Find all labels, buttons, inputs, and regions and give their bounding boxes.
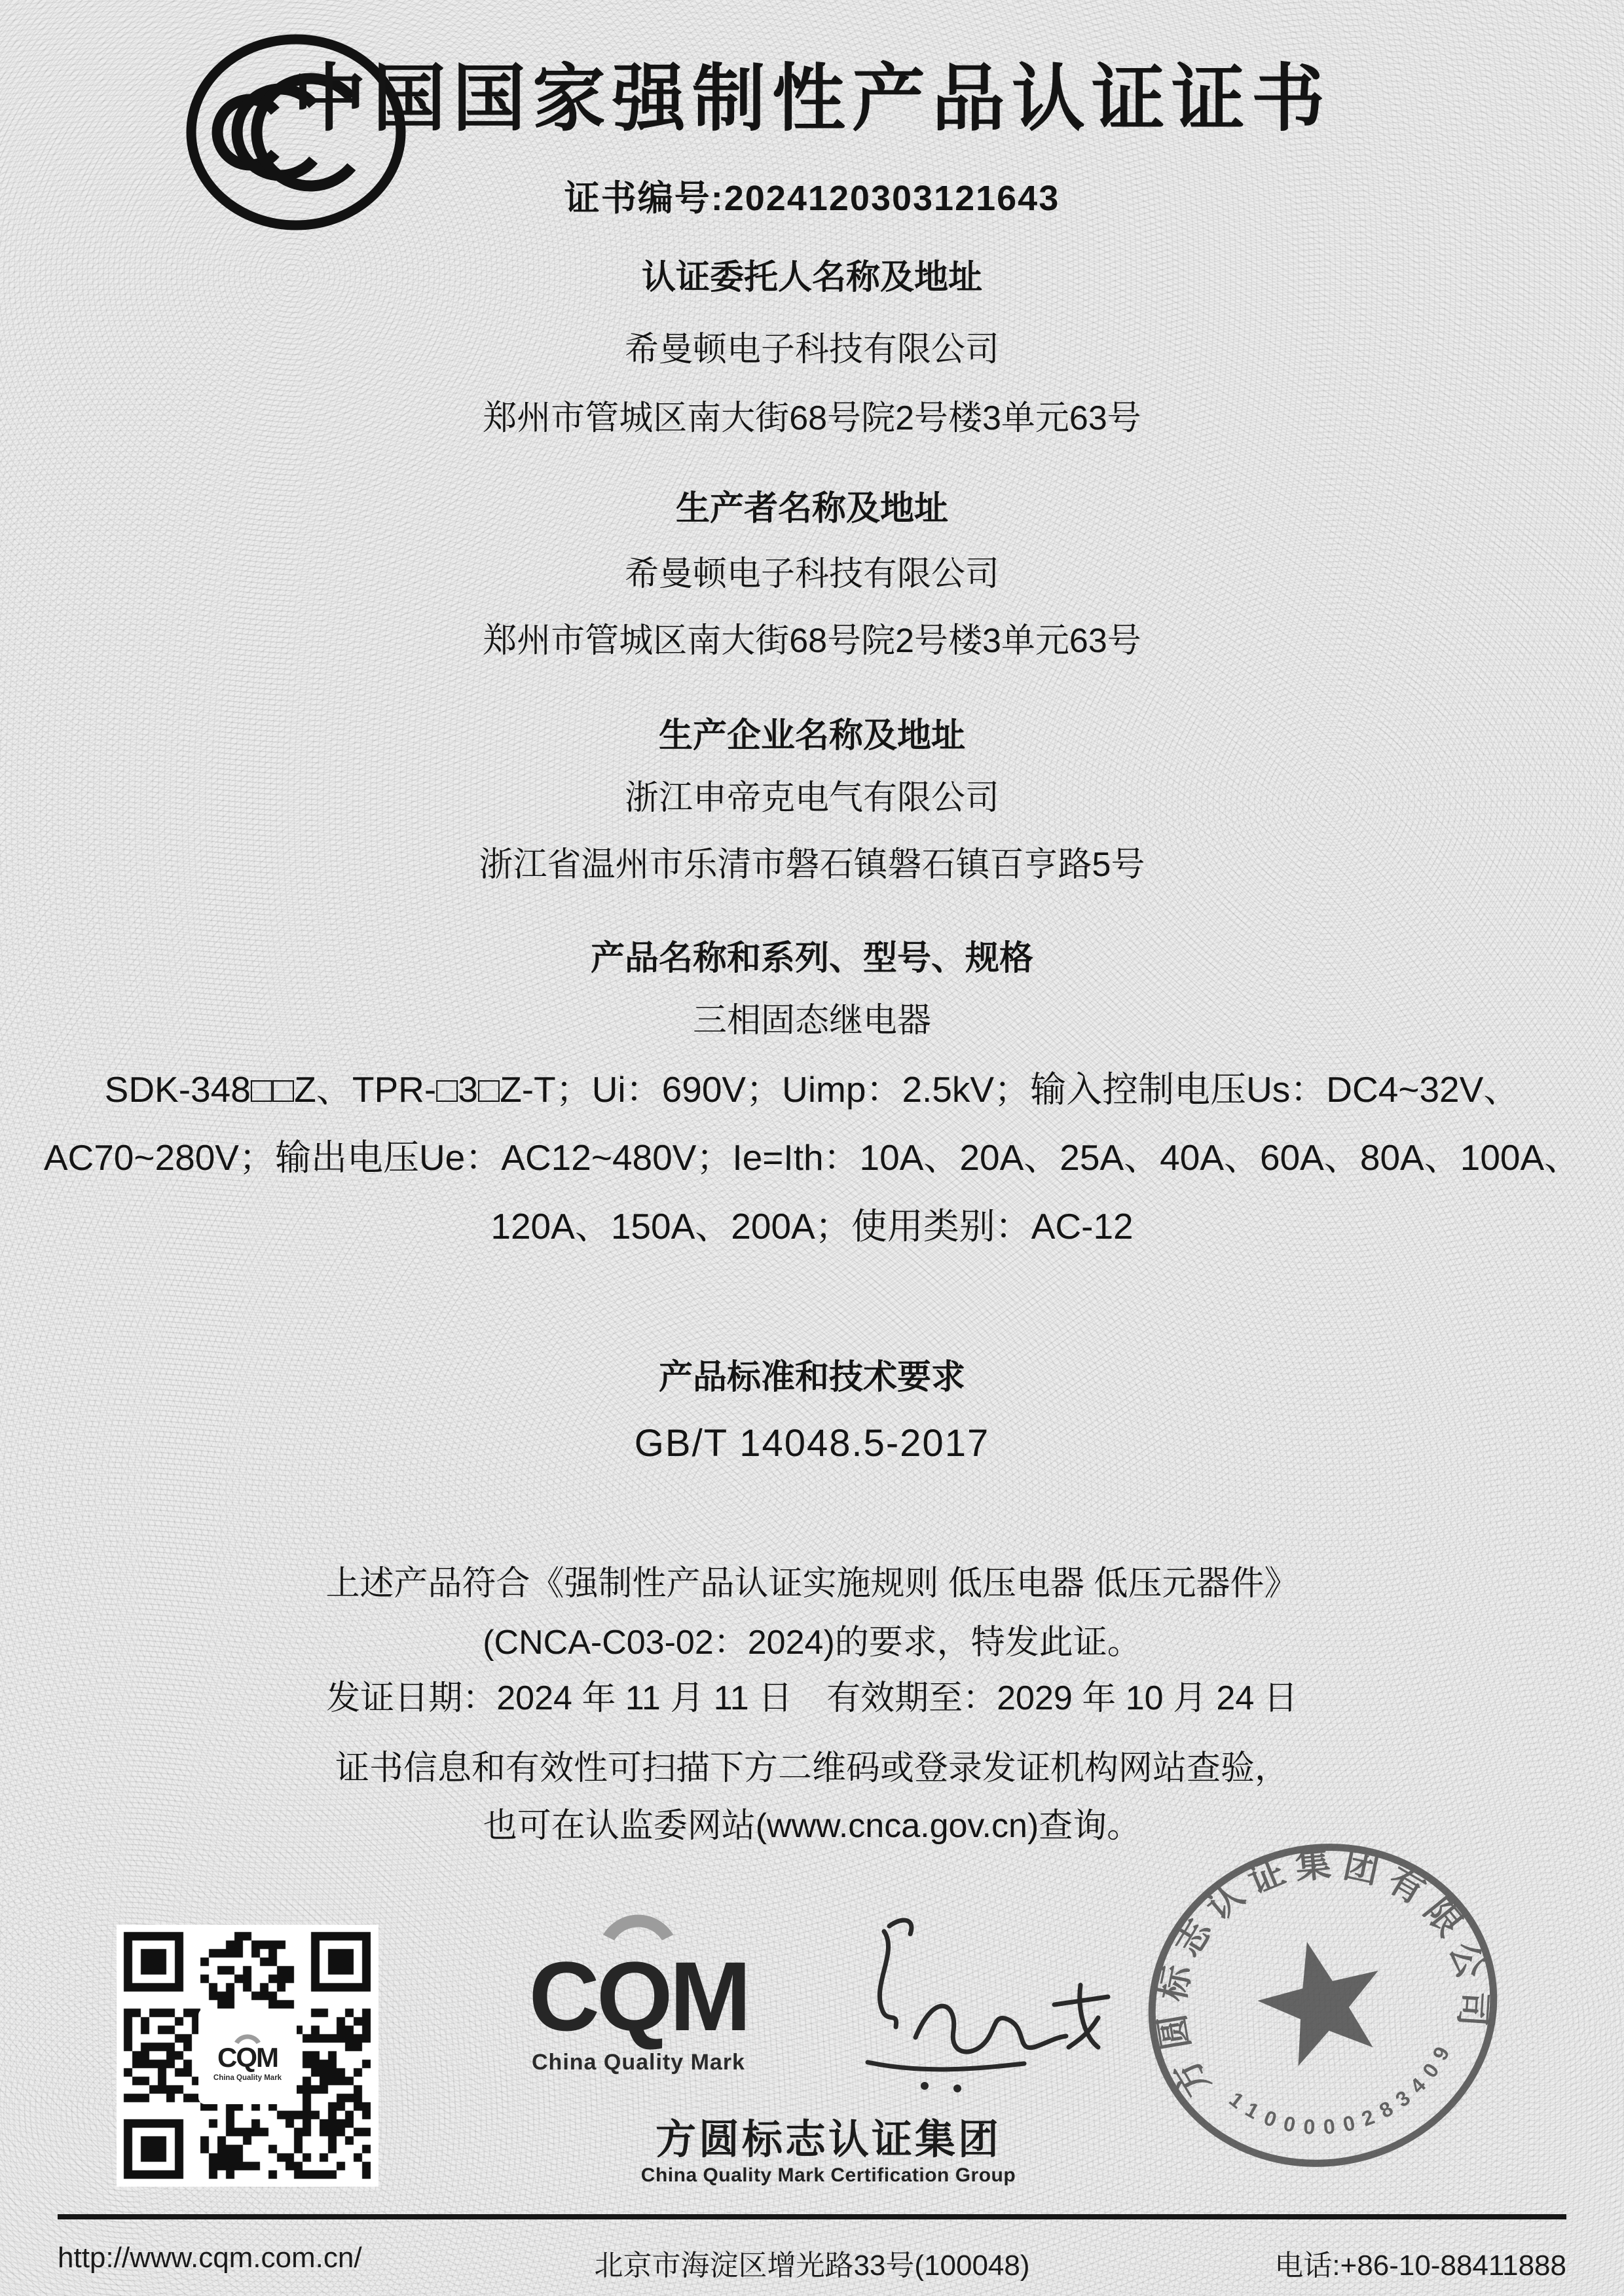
qr-center-logo	[198, 2009, 297, 2104]
cqm-tagline: China Quality Mark	[532, 2049, 745, 2075]
certificate-title: 中国国家强制性产品认证证书	[293, 59, 1331, 140]
product-spec-line-1: SDK-348□□Z、TPR-□3□Z-T；Ui：690V；Uimp：2.5kV；输入控制电压Us：DC4~32V、	[104, 1069, 1520, 1110]
standard-value: GB/T 14048.5-2017	[634, 1422, 990, 1465]
certificate-number: 证书编号:2024120303121643	[564, 179, 1060, 218]
svg-text:1100000283409	[1221, 2035, 1467, 2163]
stamp-star-icon	[1247, 1927, 1396, 2072]
factory-name: 浙江申帝克电气有限公司	[624, 779, 999, 817]
compliance-line-1: 上述产品符合《强制性产品认证实施规则 低压电器 低压元器件》	[325, 1565, 1299, 1603]
factory-address: 浙江省温州市乐清市磐石镇磐石镇百亨路5号	[479, 846, 1145, 884]
certification-group-name-en: China Quality Mark Certification Group	[640, 2164, 1016, 2186]
section-heading-standard: 产品标准和技术要求	[658, 1358, 965, 1396]
applicant-name: 希曼顿电子科技有限公司	[624, 331, 999, 369]
product-spec-line-3: 120A、150A、200A；使用类别：AC-12	[490, 1206, 1134, 1247]
stamp-ring-text: 方圆标志认证集团有限公司	[1152, 1844, 1494, 2104]
footer-website: http://www.cqm.com.cn/	[58, 2242, 362, 2274]
issuer-stamp	[1107, 1806, 1539, 2212]
applicant-address: 郑州市管城区南大街68号院2号楼3单元63号	[483, 399, 1141, 437]
cqm-crown-icon	[589, 1904, 688, 1942]
section-heading-producer: 生产者名称及地址	[675, 490, 948, 528]
section-heading-applicant: 认证委托人名称及地址	[641, 259, 982, 297]
qr-cqm-tagline: China Quality Mark	[213, 2074, 282, 2082]
product-name: 三相固态继电器	[692, 1002, 931, 1040]
footer-divider	[58, 2214, 1566, 2219]
compliance-line-2: (CNCA-C03-02：2024)的要求，特发此证。	[483, 1624, 1141, 1662]
section-heading-product: 产品名称和系列、型号、规格	[590, 939, 1033, 977]
footer-address: 北京市海淀区增光路33号(100048)	[594, 2250, 1030, 2282]
verification-note-2: 也可在认监委网站(www.cnca.gov.cn)查询。	[483, 1807, 1141, 1845]
footer-phone: 电话:+86-10-88411888	[1274, 2250, 1566, 2282]
verification-note-1: 证书信息和有效性可扫描下方二维码或登录发证机构网站查验，	[335, 1749, 1289, 1787]
section-heading-factory: 生产企业名称及地址	[658, 717, 965, 755]
issue-and-expiry-dates: 发证日期：2024 年 11 月 11 日 有效期至：2029 年 10 月 24 日	[326, 1679, 1298, 1717]
producer-name: 希曼顿电子科技有限公司	[624, 555, 999, 593]
certification-group-name-cn: 方圆标志认证集团	[655, 2117, 1002, 2162]
signature	[805, 1912, 1146, 2102]
cqm-acronym: CQM	[528, 1941, 748, 2051]
qr-cqm-acronym: CQM	[217, 2042, 278, 2073]
stamp-serial: 1100000283409	[1225, 2043, 1454, 2139]
cqm-logo	[529, 1904, 748, 2075]
producer-address: 郑州市管城区南大街68号院2号楼3单元63号	[483, 622, 1141, 660]
product-spec-line-2: AC70~280V；输出电压Ue：AC12~480V；Ie=Ith：10A、20A、25A、40A、60A、80A、100A、	[43, 1137, 1581, 1178]
